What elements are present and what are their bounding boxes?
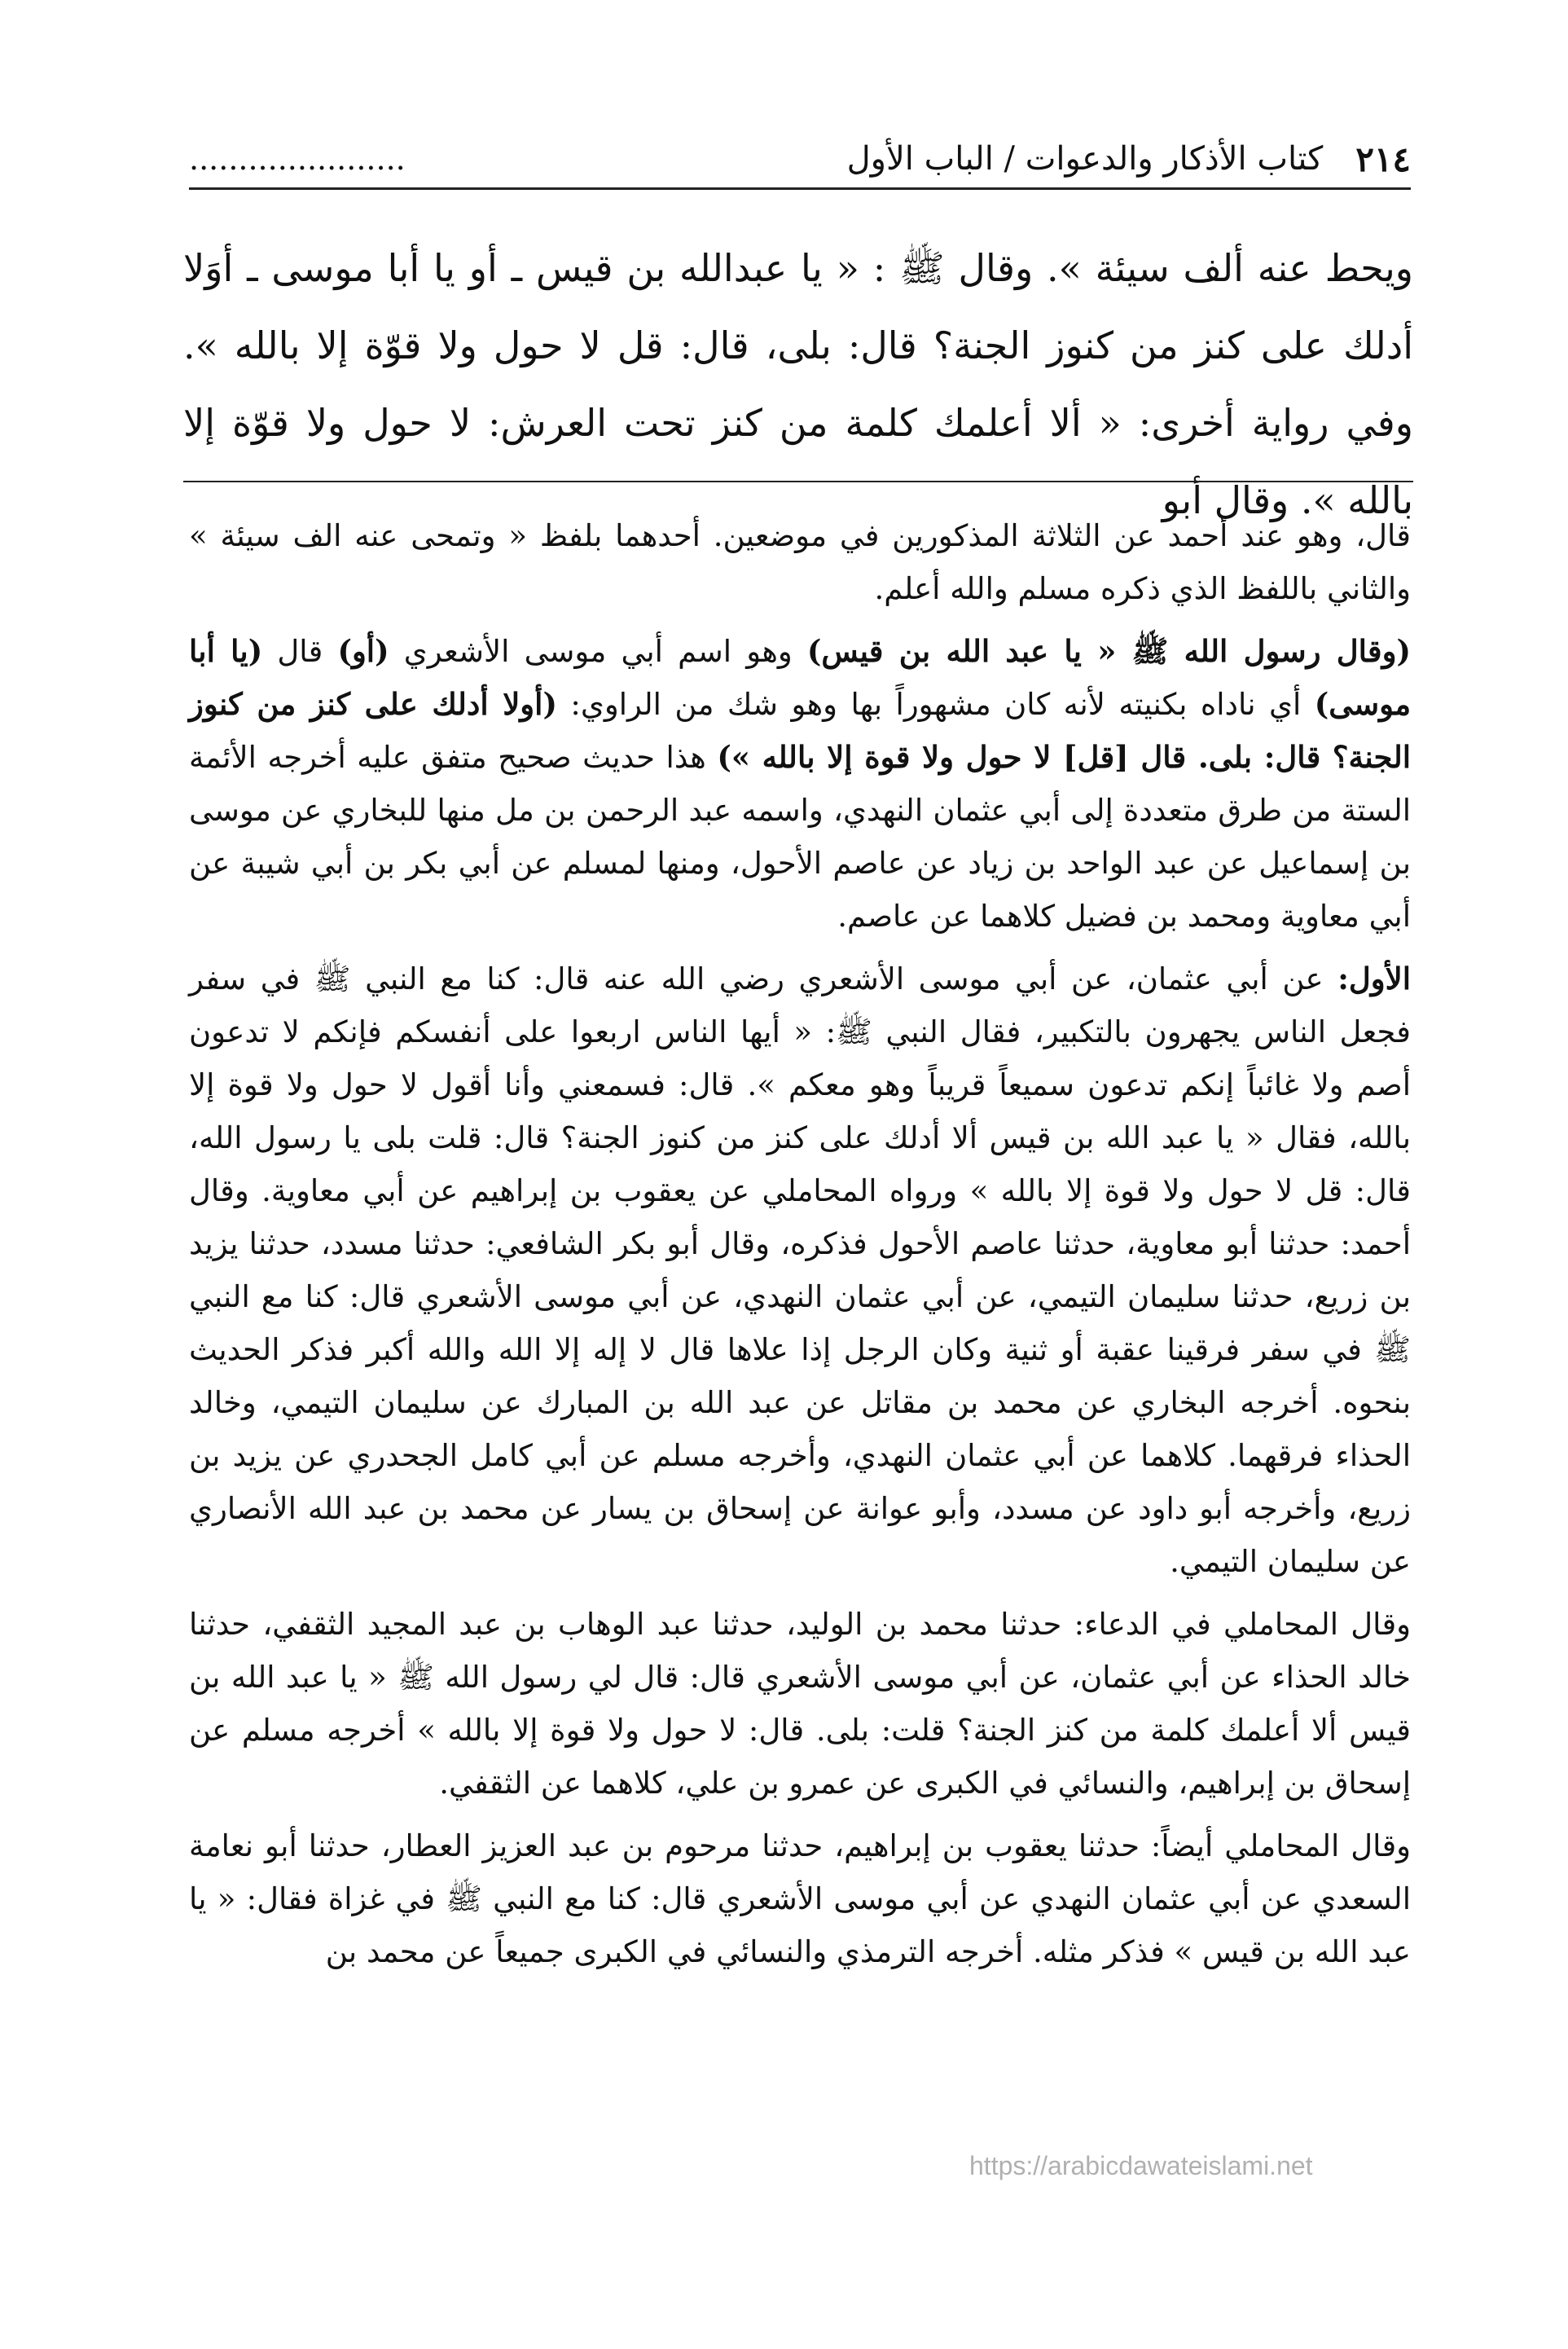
main-text	[183, 230, 1413, 539]
commentary-text: أي ناداه بكنيته لأنه كان مشهوراً بها وهو شك من الراوي:	[556, 687, 1315, 722]
quoted-text: (أو)	[337, 633, 389, 669]
quoted-text: (يا أبا موسى)	[189, 633, 1412, 722]
running-title-text: كتاب الأذكار والدعوات / الباب الأول	[846, 140, 1324, 178]
footnotes	[189, 509, 1411, 1988]
note-paragraph-5: وقال المحاملي أيضاً: حدثنا يعقوب بن إبراهيم، حدثنا مرحوم بن عبد العزيز العطار، حدثنا أبو نعامة السعدي عن أبي عثمان النهدي عن أبي موسى الأشعري قال: كنا مع النبي ﷺ في غزاة فقال: « يا عبد الله بن قيس » فذكر مثله. أخرجه الترمذي والنسائي في الكبرى جميعاً عن محمد بن	[189, 1828, 1411, 1969]
note-paragraph-4: وقال المحاملي في الدعاء: حدثنا محمد بن الوليد، حدثنا عبد الوهاب بن عبد المجيد الثقفي، حدثنا خالد الحذاء عن أبي عثمان، عن أبي موسى الأشعري قال: قال لي رسول الله ﷺ « يا عبد الله بن قيس ألا أعلمك كلمة من كنز الجنة؟ قلت: بلى. قال: لا حول ولا قوة إلا بالله » أخرجه مسلم عن إسحاق بن إبراهيم، والنسائي في الكبرى عن عمرو بن علي، كلاهما عن الثقفي.	[189, 1607, 1411, 1801]
quoted-text: (وقال رسول الله ﷺ « يا عبد الله بن قيس)	[806, 633, 1411, 669]
commentary-text: عن أبي عثمان، عن أبي موسى الأشعري رضي الله عنه قال: كنا مع النبي ﷺ في سفر فجعل الناس يجهرون بالتكبير، فقال النبي ﷺ: « أيها الناس اربعوا على أنفسكم فإنكم لا تدعون أصم ولا غائباً إنكم تدعون سميعاً قريباً وهو معكم ». قال: فسمعني وأنا أقول لا حول ولا قوة إلا بالله، فقال « يا عبد الله بن قيس ألا أدلك على كنز من كنوز الجنة؟ قال: قلت بلى يا رسول الله، قال: قل لا حول ولا قوة إلا بالله » ورواه المحاملي عن يعقوب بن إبراهيم عن أبي معاوية. وقال أحمد: حدثنا أبو معاوية، حدثنا عاصم الأحول فذكره، وقال أبو بكر الشافعي: حدثنا مسدد، حدثنا يزيد بن زريع، حدثنا سليمان التيمي، عن أبي عثمان النهدي، عن أبي موسى الأشعري قال: كنا مع النبي ﷺ في سفر فرقينا عقبة أو ثنية وكان الرجل إذا علاها قال لا إله إلا الله والله أكبر فذكر الحديث بنحوه. أخرجه البخاري عن محمد بن مقاتل عن عبد الله بن المبارك عن سليمان التيمي، وخالد الحذاء فرقهما. كلاهما عن أبي عثمان النهدي، وأخرجه مسلم عن أبي كامل الجحدري عن يزيد بن زريع، وأخرجه أبو داود عن مسدد، وأبو عوانة عن إسحاق بن يسار عن محمد بن عبد الله الأنصاري عن سليمان التيمي.	[189, 961, 1411, 1579]
note-paragraph-1: قال، وهو عند أحمد عن الثلاثة المذكورين في موضعين. أحدهما بلفظ « وتمحى عنه الف سيئة » والثاني باللفظ الذي ذكره مسلم والله أعلم.	[189, 518, 1411, 606]
page-header	[189, 130, 1411, 190]
quoted-text: (أولا أدلك على كنز من كنوز الجنة؟ قال: بلى. قال [قل] لا حول ولا قوة إلا بالله »)	[189, 686, 1411, 775]
header-leader-dots: ......................	[189, 141, 406, 177]
note-paragraph-2	[189, 625, 1411, 943]
section-label: الأول:	[1337, 961, 1411, 996]
main-paragraph: ويحط عنه ألف سيئة ». وقال ﷺ : « يا عبدالله بن قيس ـ أو يا أبا موسى ـ أوَلا أدلك على كنز من كنوز الجنة؟ قال: بلى، قال: قل لا حول ولا قوّة إلا بالله ». وفي رواية أخرى: « ألا أعلمك كلمة من كنز تحت العرش: لا حول ولا قوّة إلا بالله ». وقال أبو	[183, 246, 1413, 522]
running-title	[406, 140, 1356, 178]
page-number: ٢١٤	[1355, 139, 1411, 179]
commentary-text: قال	[262, 634, 338, 669]
commentary-text: هذا حديث صحيح متفق عليه أخرجه الأئمة الستة من طرق متعددة إلى أبي عثمان النهدي، واسمه عبد الرحمن بن مل منها للبخاري عن موسى بن إسماعيل عن عبد الواحد بن زياد عن عاصم الأحول، ومنها لمسلم عن أبي بكر بن أبي شيبة عن أبي معاوية ومحمد بن فضيل كلاهما عن عاصم.	[189, 740, 1411, 934]
footnote-separator	[183, 481, 1413, 482]
commentary-text: وهو اسم أبي موسى الأشعري	[389, 634, 807, 669]
note-paragraph-3	[189, 952, 1411, 1588]
watermark-url: https://arabicdawateislami.net	[969, 2151, 1313, 2180]
